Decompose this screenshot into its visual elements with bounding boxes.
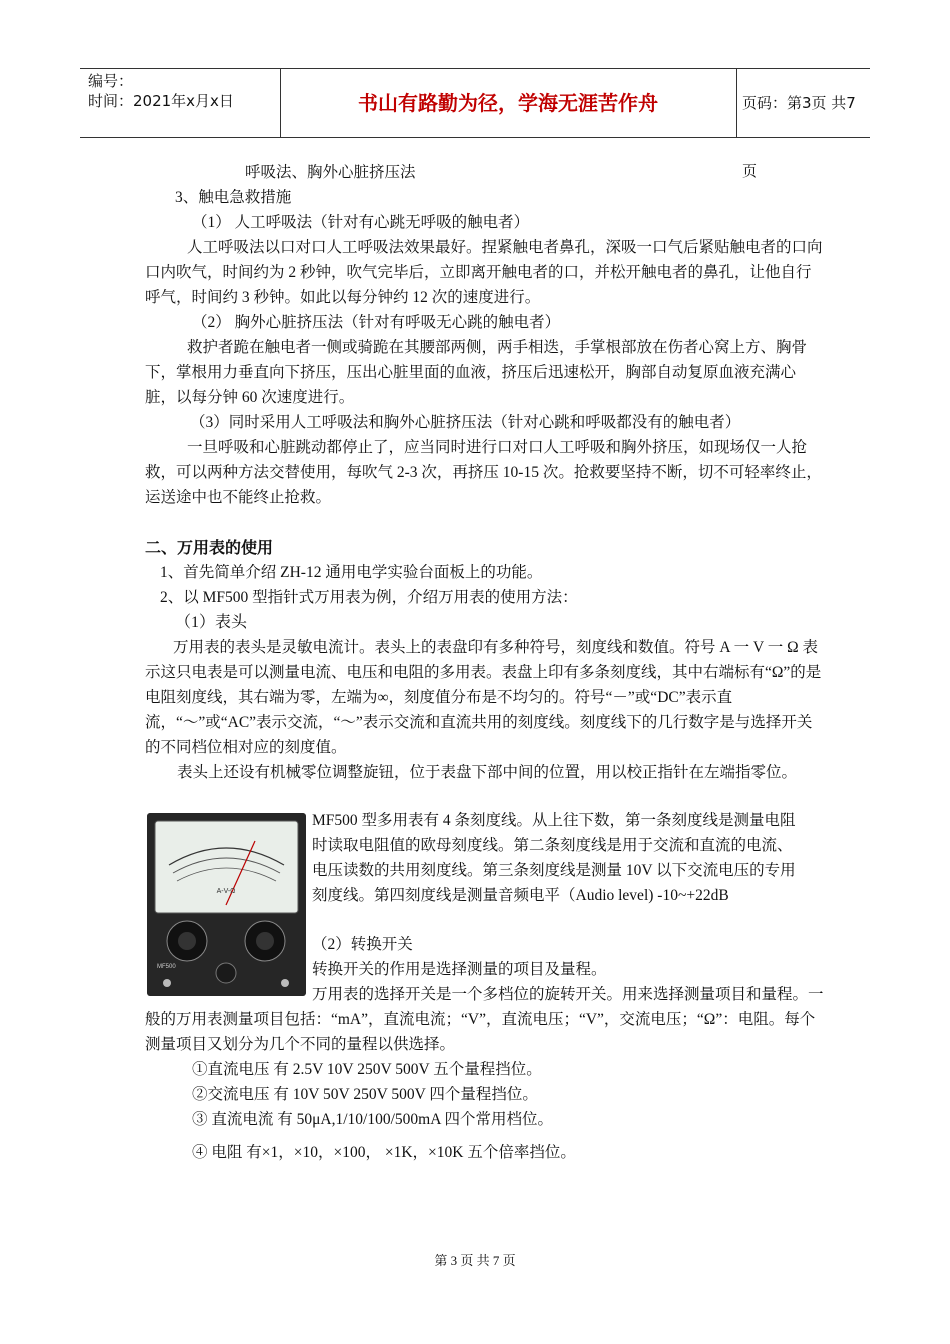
multimeter-illustration: [147, 813, 306, 996]
text-line: 2、以 MF500 型指针式万用表为例，介绍万用表的使用方法：: [160, 589, 578, 606]
header-meta: [88, 71, 278, 111]
paragraph: MF500 型多用表有 4 条刻度线。从上往下数，第一条刻度线是测量电阻时读取电阻值的欧母刻度线。第二条刻度线是用于交流和直流的电流、电压读数的共用刻度线。第三条刻度线是测量 10V 以下交流电压的专用刻度线。第四刻度线是测量音频电平（Audio level) -10~+22dB: [312, 812, 796, 904]
document-time-label: 时间：2021年x月x日: [88, 92, 234, 110]
paragraph: 一旦呼吸和心脏跳动都停止了，应当同时进行口对口人工呼吸和胸外挤压，如现场仅一人抢救，可以两种方法交替使用，每吹气 2-3 次，再挤压 10-15 次。抢救要坚持不断，切不可轻率终止，运送途中也不能终止抢救。: [145, 439, 822, 506]
paragraph: 万用表的表头是灵敏电流计。表头上的表盘印有多种符号，刻度线和数值。符号 A 一 V 一 Ω 表示这只电表是可以测量电流、电压和电阻的多用表。表盘上印有多条刻度线，其中右端标有“Ω”的是电阻刻度线，其右端为零，左端为∞，刻度值分布是不均匀的。符号“－”或“DC”表示直流，“～”或“AC”表示交流，“～”表示交流和直流共用的刻度线。刻度线下的几行数字是与选择开关的不同档位相对应的刻度值。: [145, 639, 822, 756]
subsection-heading: （2） 胸外心脏挤压法（针对有呼吸无心跳的触电者）: [192, 314, 561, 331]
section-heading: 3、触电急救措施: [175, 189, 292, 206]
paragraph: 表头上还设有机械零位调整旋钮，位于表盘下部中间的位置，用以校正指针在左端指零位。: [177, 764, 798, 781]
text-line: 1、首先简单介绍 ZH-12 通用电学实验台面板上的功能。: [160, 564, 543, 581]
paragraph: 万用表的选择开关是一个多档位的旋转开关。用来选择测量项目和量程。一般的万用表测量项目包括：“mA”，直流电流；“V”，直流电压；“V”，交流电压；“Ω”：电阻。每个测量项目又划分为几个不同的量程以供选择。: [145, 986, 824, 1053]
list-item: ①直流电压 有 2.5V 10V 250V 500V 五个量程挡位。: [192, 1061, 542, 1078]
subsection-heading: （1） 人工呼吸法（针对有心跳无呼吸的触电者）: [192, 214, 530, 231]
list-item: ④ 电阻 有×1，×10，×100， ×1K，×10K 五个倍率挡位。: [192, 1144, 576, 1161]
meter-model-label: MF500: [157, 964, 176, 970]
header-slogan: 书山有路勤为径，学海无涯苦作舟: [358, 91, 658, 115]
paragraph: 人工呼吸法以口对口人工呼吸法效果最好。捏紧触电者鼻孔，深吸一口气后紧贴触电者的口向口内吹气，时间约为 2 秒钟，吹气完毕后，立即离开触电者的口，并松开触电者的鼻孔，让他自行呼气，时间约 3 秒钟。如此以每分钟约 12 次的速度进行。: [145, 239, 823, 306]
meter-dial-label: A-V-Ω: [216, 888, 236, 895]
chapter-heading: 二、万用表的使用: [145, 538, 274, 557]
list-item: ③ 直流电流 有 50μA,1/10/100/500mA 四个常用档位。: [192, 1111, 553, 1128]
subsection-heading: （2）转换开关: [312, 936, 413, 953]
subsection-heading: （3）同时采用人工呼吸法和胸外心脏挤压法（针对心跳和呼吸都没有的触电者）: [190, 414, 741, 431]
list-item: ②交流电压 有 10V 50V 250V 500V 四个量程挡位。: [192, 1086, 538, 1103]
header-divider: [280, 69, 281, 137]
document-number-label: 编号：: [88, 72, 134, 90]
header-divider: [736, 69, 737, 137]
text-line: 转换开关的作用是选择测量的项目及量程。: [312, 961, 607, 978]
page-footer: 第 3 页 共 7 页: [434, 1253, 516, 1268]
text-line: 呼吸法、胸外心脏挤压法: [245, 164, 416, 181]
multimeter-image: [147, 813, 306, 996]
paragraph: 救护者跪在触电者一侧或骑跪在其腰部两侧，两手相迭，手掌根部放在伤者心窝上方、胸骨下，掌根用力垂直向下挤压，压出心脏里面的血液，挤压后迅速松开，胸部自动复原血液充满心脏，以每分钟 60 次速度进行。: [145, 339, 808, 406]
subsection-heading: （1）表头: [175, 614, 248, 631]
header-page-label: 页码：第3页 共7页: [742, 94, 856, 180]
